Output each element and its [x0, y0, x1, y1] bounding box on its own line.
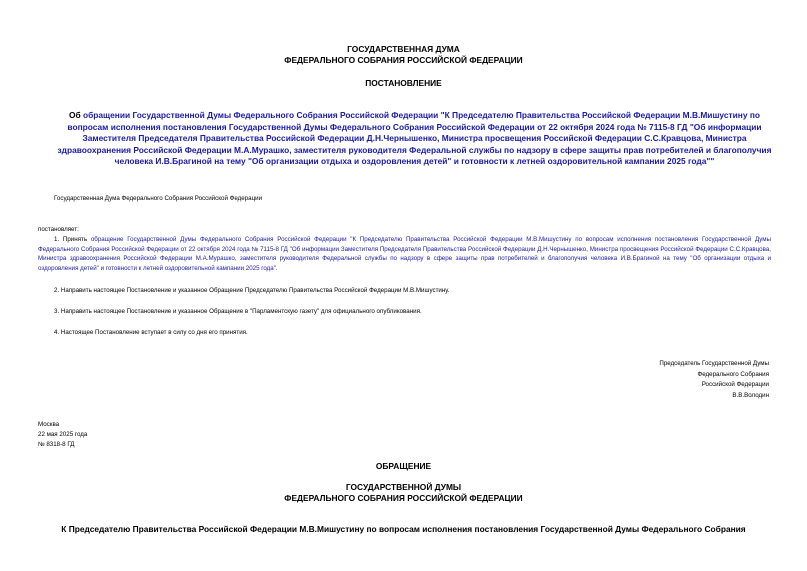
- item-2: 2. Направить настоящее Постановление и указанное Обращение Председателю Правительства Российской Федерации М.В.Мишустину.: [54, 287, 450, 294]
- signature-line-2: Федерального Собрания: [697, 370, 769, 378]
- signature-line-3: Российской Федерации: [701, 381, 769, 388]
- place-city: Москва: [38, 421, 60, 428]
- item-1-prefix: 1. Принять: [54, 236, 91, 243]
- issuer-line-1: ГОСУДАРСТВЕННАЯ ДУМА: [347, 44, 460, 54]
- appeal-issuer: [0, 482, 807, 504]
- resolves-label: постановляет:: [38, 226, 79, 233]
- appeal-heading: К Председателю Правительства Российской Федерации М.В.Мишустину по вопросам исполнения постановления Государственной Думы Федерального Собрания: [61, 524, 746, 534]
- subject-link[interactable]: обращении Государственной Думы Федерального Собрания Российской Федерации "К Председателю Правительства Российской Федерации М.В.Мишустину по вопросам исполнения постановления Государственной Думы Федерального Собрания Российской Федерации от 22 октября 2024 года № 7115-8 ГД "Об информации Заместителя Председателя Правительства Российской Федерации Д.Н.Чернышенко, Министра просвещения Российской Федерации С.С.Кравцова, Министра здравоохранения Российской Федерации М.А.Мурашко, заместителя руководителя Федеральной службы по надзору в сфере защиты прав потребителей и благополучия человека И.В.Брагиной на тему "Об организации отдыха и оздоровления детей" и готовности к летней оздоровительной кампании 2025 года"": [57, 110, 772, 166]
- place-date-block: [38, 420, 87, 450]
- document-type: ПОСТАНОВЛЕНИЕ: [365, 78, 442, 88]
- item-3: 3. Направить настоящее Постановление и указанное Обращение в "Парламентскую газету" для официального опубликования.: [54, 308, 422, 315]
- issuer-line-2: ФЕДЕРАЛЬНОГО СОБРАНИЯ РОССИЙСКОЙ ФЕДЕРАЦИИ: [284, 55, 523, 65]
- document-number: № 8318-8 ГД: [38, 441, 75, 448]
- subject-prefix: Об: [68, 110, 83, 120]
- item-1-suffix: .: [275, 264, 278, 272]
- signature-line-1: Председатель Государственной Думы: [659, 360, 769, 367]
- signature-name: В.В.Володин: [732, 391, 769, 399]
- appeal-title: ОБРАЩЕНИЕ: [375, 461, 432, 471]
- appeal-issuer-line-1: ГОСУДАРСТВЕННОЙ ДУМЫ: [345, 482, 462, 492]
- item-1-link[interactable]: обращение Государственной Думы Федерального Собрания Российской Федерации "К Председателю Правительства Российской Федерации М.В.Мишустину по вопросам исполнения постановления Государственной Думы Федерального Собрания Российской Федерации от 22 октября 2024 года № 7115-8 ГД "Об информации Заместителя Председателя Правительства Российской Федерации Д.Н.Чернышенко, Министра просвещения Российской Федерации С.С.Кравцова, Министра здравоохранения Российской Федерации М.А.Мурашко, заместителя руководителя Федеральной службы по надзору в сфере защиты прав потребителей и благополучия человека И.В.Брагиной на тему "Об организации отдыха и оздоровления детей" и готовности к летней оздоровительной кампании 2025 года": [38, 236, 771, 272]
- issuer-header: [0, 44, 807, 66]
- item-4: 4. Настоящее Постановление вступает в силу со дня его принятия.: [54, 329, 248, 336]
- appeal-issuer-line-2: ФЕДЕРАЛЬНОГО СОБРАНИЯ РОССИЙСКОЙ ФЕДЕРАЦИИ: [284, 493, 523, 503]
- item-1: [38, 235, 771, 273]
- document-date: 22 мая 2025 года: [38, 431, 88, 438]
- signature-block: [659, 359, 769, 401]
- document-subject: [56, 110, 773, 168]
- preamble: Государственная Дума Федерального Собрания Российской Федерации: [54, 195, 263, 202]
